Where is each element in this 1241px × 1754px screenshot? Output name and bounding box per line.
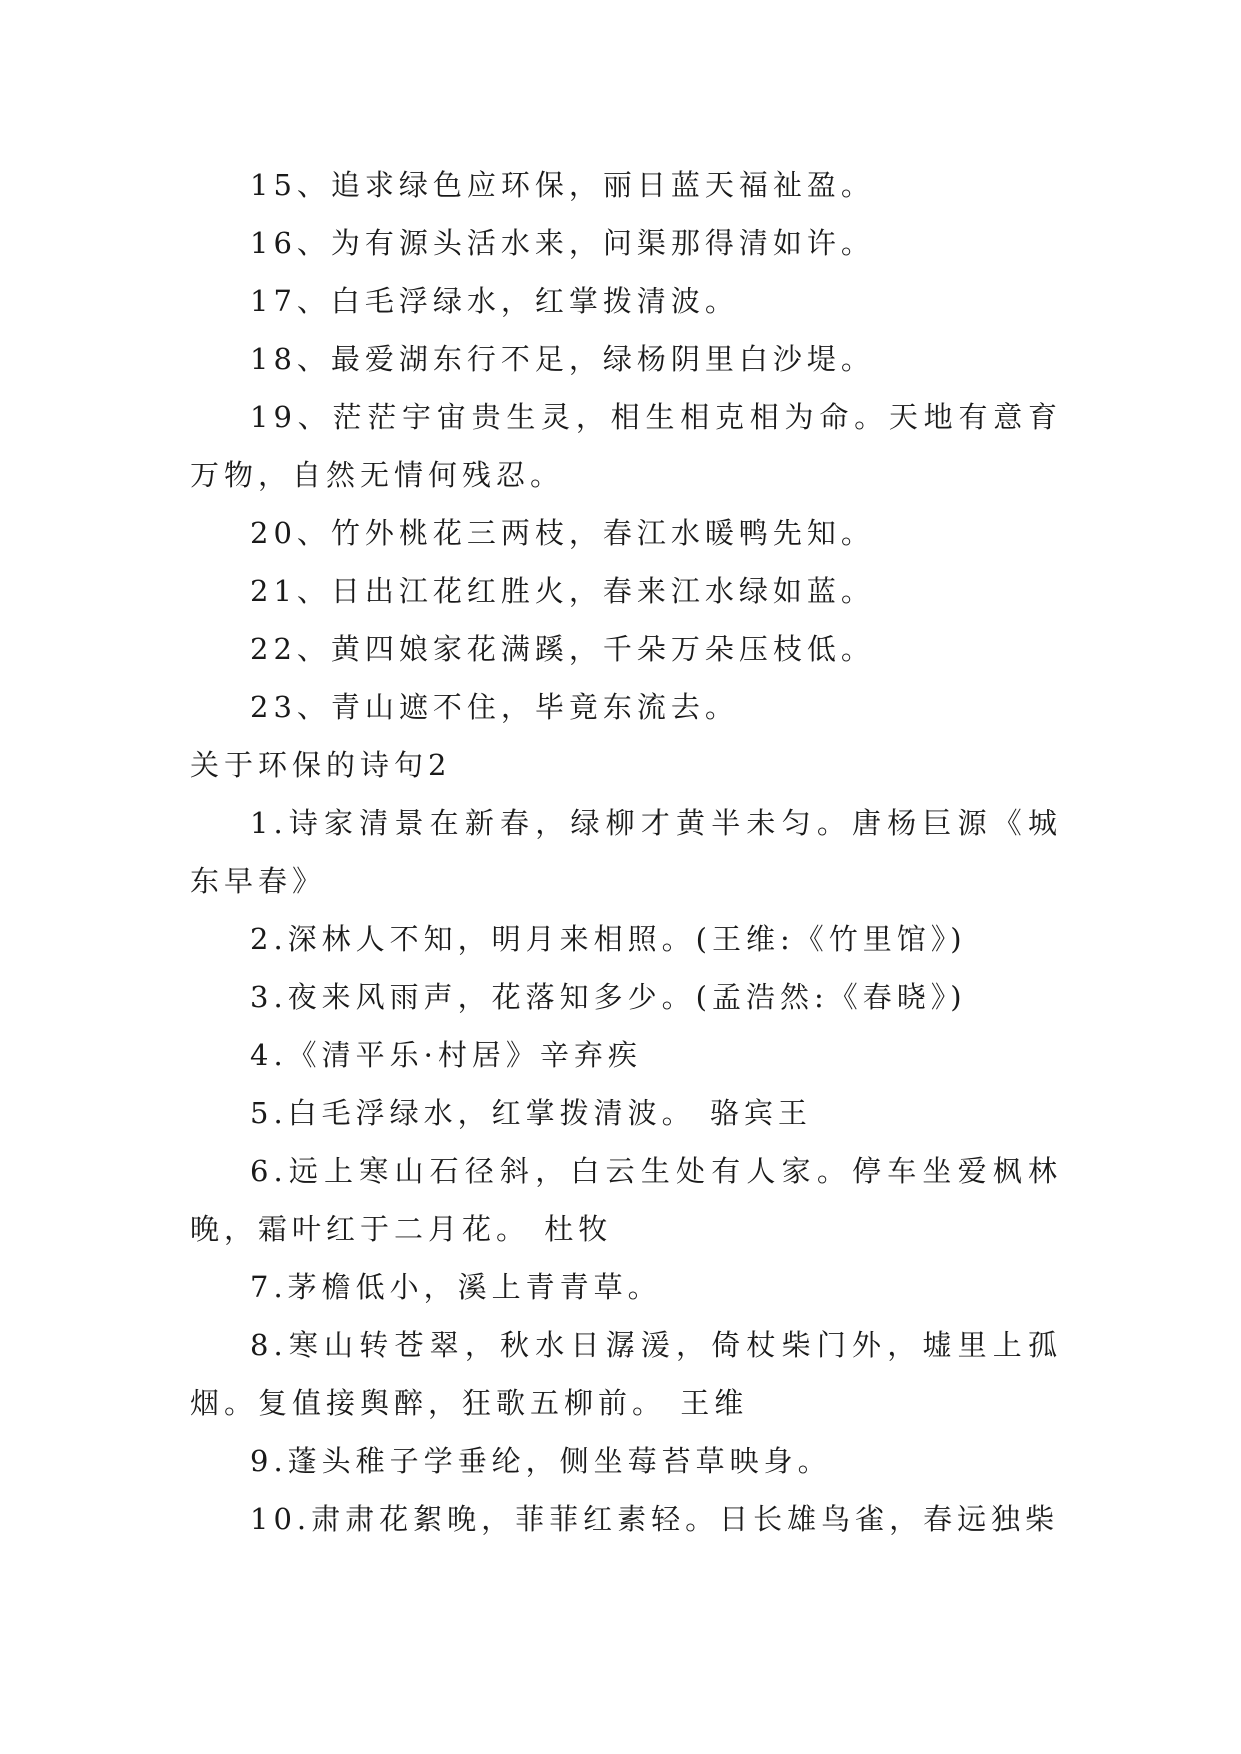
poem-item-7: 7.茅檐低小，溪上青青草。: [250, 1270, 662, 1304]
poem-line-22: 22、黄四娘家花满蹊，千朵万朵压枝低。: [250, 632, 875, 666]
poem-item-10: 10.肃肃花絮晚，菲菲红素轻。日长雄鸟雀，春远独柴: [250, 1502, 1060, 1536]
section-heading: 关于环保的诗句2: [190, 748, 452, 782]
poem-item-9: 9.蓬头稚子学垂纶，侧坐莓苔草映身。: [250, 1444, 832, 1478]
poem-item-1: 1.诗家清景在新春，绿柳才黄半未匀。唐杨巨源《城东早春》: [190, 806, 1062, 898]
poem-item-4: 4.《清平乐·村居》辛弃疾: [250, 1038, 642, 1072]
poem-item-2: 2.深林人不知，明月来相照。(王维:《竹里馆》): [250, 922, 967, 956]
poem-item-5: 5.白毛浮绿水，红掌拨清波。 骆宾王: [250, 1096, 812, 1130]
poem-line-19: 19、茫茫宇宙贵生灵，相生相克相为命。天地有意育万物，自然无情何残忍。: [190, 400, 1062, 492]
poem-line-18: 18、最爱湖东行不足，绿杨阴里白沙堤。: [250, 342, 875, 376]
poem-item-6: 6.远上寒山石径斜，白云生处有人家。停车坐爱枫林晚，霜叶红于二月花。 杜牧: [190, 1154, 1062, 1246]
poem-item-3: 3.夜来风雨声，花落知多少。(孟浩然:《春晓》): [250, 980, 967, 1014]
poem-line-21: 21、日出江花红胜火，春来江水绿如蓝。: [250, 574, 875, 608]
poem-line-17: 17、白毛浮绿水，红掌拨清波。: [250, 284, 739, 318]
poem-line-15: 15、追求绿色应环保，丽日蓝天福祉盈。: [250, 168, 875, 202]
poem-line-23: 23、青山遮不住，毕竟东流去。: [250, 690, 739, 724]
poem-line-20: 20、竹外桃花三两枝，春江水暖鸭先知。: [250, 516, 875, 550]
document-body: [190, 156, 1062, 1548]
poem-line-16: 16、为有源头活水来，问渠那得清如许。: [250, 226, 875, 260]
poem-item-8: 8.寒山转苍翠，秋水日潺湲，倚杖柴门外，墟里上孤烟。复值接舆醉，狂歌五柳前。 王维: [190, 1328, 1062, 1420]
